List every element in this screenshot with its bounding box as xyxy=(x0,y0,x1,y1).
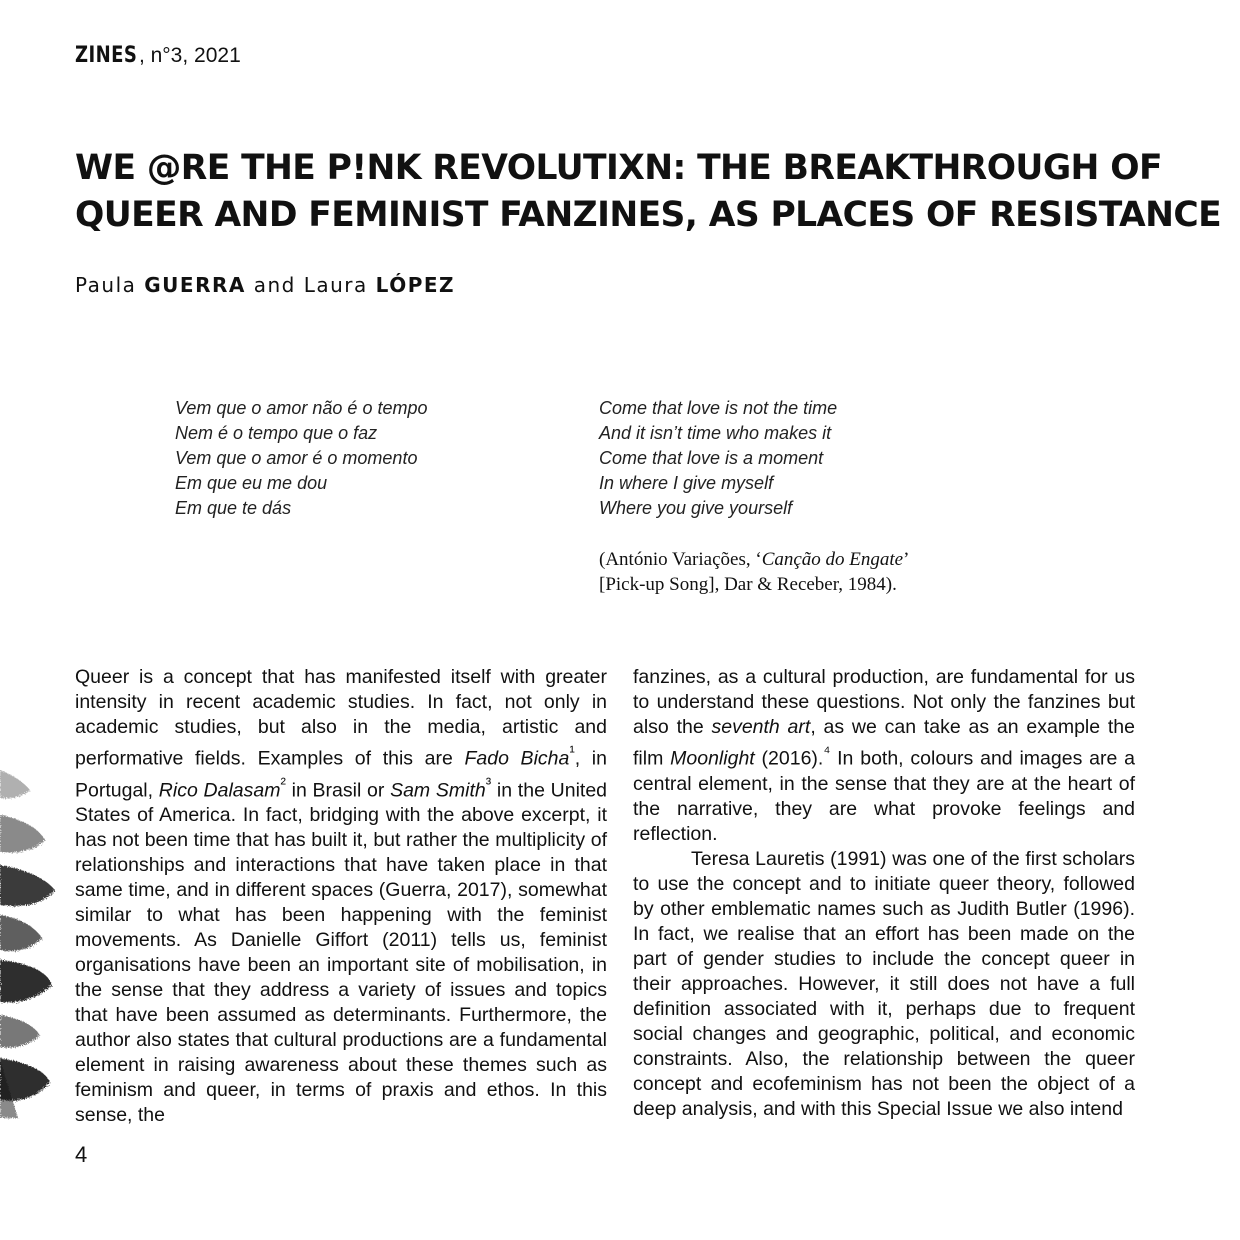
epigraph-citation: (António Variações, ‘Canção do Engate’ [Pick-up Song], Dar & Receber, 1984). xyxy=(599,549,910,595)
verse-line: Come that love is a moment xyxy=(599,448,824,468)
paragraph: Teresa Lauretis (1991) was one of the first scholars to use the concept and to initiate queer theory, followed by other emblematic names such as Judith Butler (1996). In fact, we realise that an effort has been made on the part of gender studies to include the concept queer in their approaches. However, it still does not have a full definition associated with it, perhaps due to frequent social changes and geographic, political, and economic constraints. Also, the relationship between the queer concept and ecofeminism has not been the object of a deep analysis, and with this Special Issue we also intend xyxy=(633,847,1135,1120)
song-title: Canção do Engate xyxy=(761,549,904,570)
verse-line: Where you give yourself xyxy=(599,498,793,518)
author-2-given: Laura xyxy=(303,273,368,297)
page-number: 4 xyxy=(75,1142,88,1167)
verse-line: In where I give myself xyxy=(599,473,774,493)
paragraph: fanzines, as a cultural production, are fundamental for us to understand these questions. Not only the fanzines but also the seventh art, as we can take as an example the film Moonlight (2016).$^{^4}$ In both, colours and images are a central element, in the sense that they are at the heart of the narrative, they are what provoke feelings and reflection. xyxy=(633,666,1135,845)
author-1-given: Paula xyxy=(75,273,137,297)
running-header xyxy=(75,42,241,70)
moonlight-film-ref: Moonlight xyxy=(670,747,755,770)
author-connector: and xyxy=(253,273,296,297)
title-line-2: QUEER AND FEMINIST FANZINES, AS PLACES OF RESISTANCE xyxy=(75,195,1222,235)
fado-bicha-ref: Fado Bicha xyxy=(464,747,570,770)
verse-line: Nem é o tempo que o faz xyxy=(175,423,378,443)
magazine-name: ZINES xyxy=(75,43,138,68)
sam-smith-ref: Sam Smith xyxy=(390,779,486,801)
author-line xyxy=(75,273,455,297)
title-line-1: WE @RE THE P!NK REVOLUTIXN: THE BREAKTHROUGH OF xyxy=(75,148,1162,188)
author-1-surname: GUERRA xyxy=(144,273,246,297)
verse-line: Vem que o amor não é o tempo xyxy=(175,398,428,418)
verse-line: Em que te dás xyxy=(175,498,292,518)
verse-line: Come that love is not the time xyxy=(599,398,838,418)
issue-info: , n°3, 2021 xyxy=(138,44,241,67)
epigraph-portuguese xyxy=(175,396,427,521)
rico-dalasam-ref: Rico Dalasam xyxy=(158,779,281,801)
verse-line: Em que eu me dou xyxy=(175,473,328,493)
article-title xyxy=(75,145,1222,239)
verse-line: Vem que o amor é o momento xyxy=(175,448,418,468)
epigraph-english xyxy=(599,396,837,521)
paragraph: Queer is a concept that has manifested itself with greater intensity in recent academic studies. In fact, not only in academic studies, but also in the media, artistic and performative fields. Examples of this are Fado Bicha$^{^1}$, in Portugal, Rico Dalasam$^{^2}$ in Brasil or Sam Smith$^{^3}$ in the United States of America. In fact, bridging with the above excerpt, it has not been time that has built it, but rather the multiplicity of relationships and interactions that have taken place in that same time, and in different spaces (Guerra, 2017), somewhat similar to what has been happening with the feminist movements. As Danielle Giffort (2011) tells us, feminist organisations have been an important site of mobilisation, in the sense that they address a variety of issues and topics that have been assumed as determinants. Furthermore, the author also states that cultural productions are a fundamental element in raising awareness about these themes such as feminism and queer, in terms of praxis and ethos. In this sense, the xyxy=(75,666,608,1126)
body-column-left xyxy=(75,665,607,1128)
body-column-right xyxy=(633,665,1135,1122)
brush-stroke-decoration xyxy=(0,760,60,1120)
seventh-art-term: seventh art xyxy=(711,716,811,738)
author-2-surname: LÓPEZ xyxy=(375,273,456,297)
verse-line: And it isn’t time who makes it xyxy=(599,423,832,443)
